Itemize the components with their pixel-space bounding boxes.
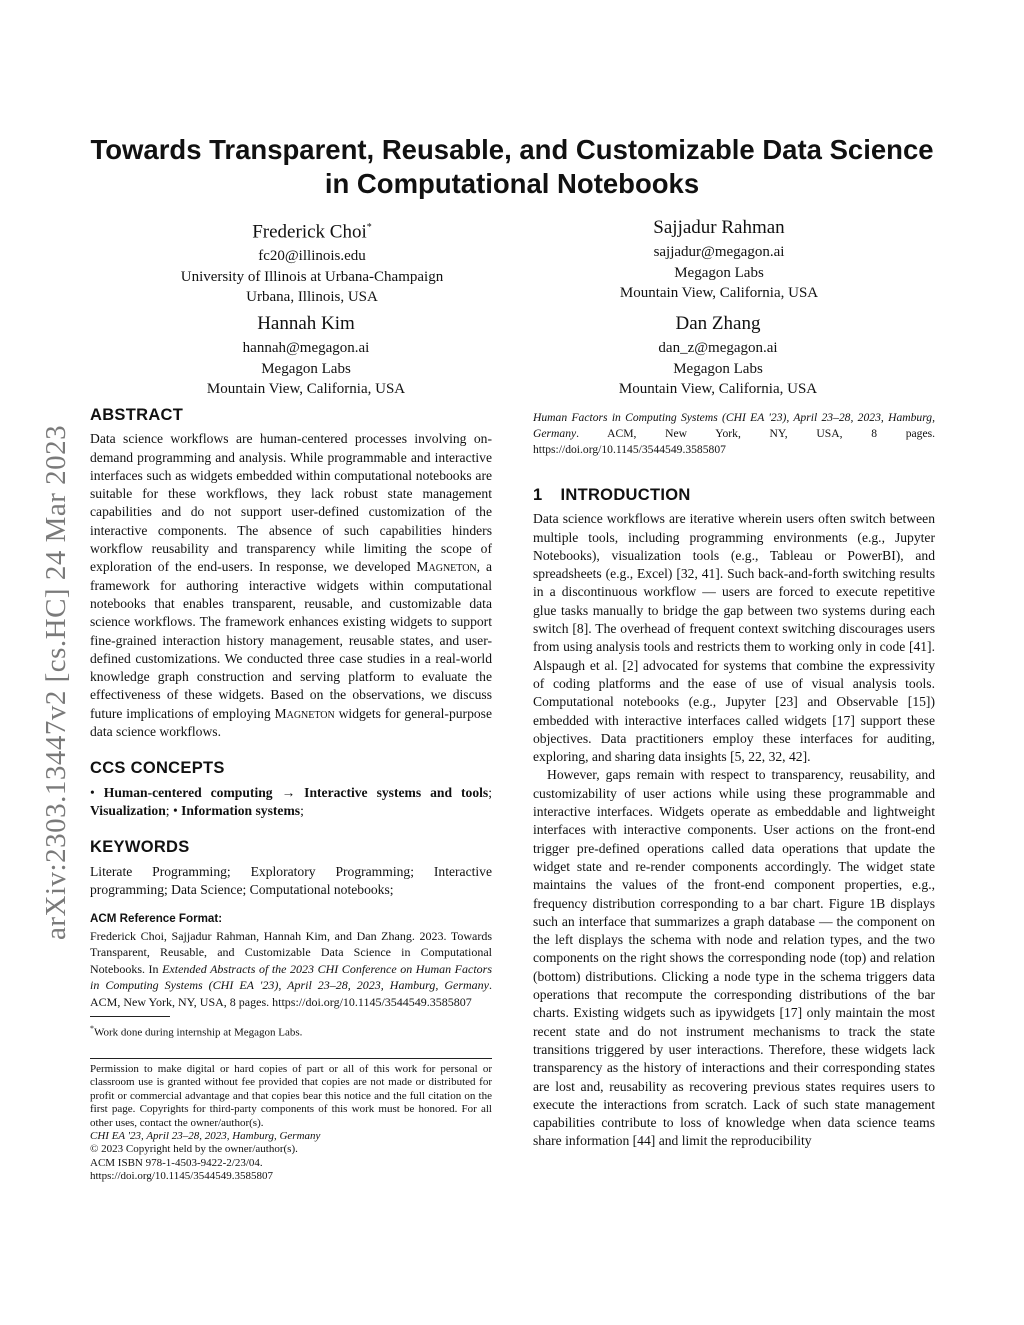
right-column [533,486,935,1151]
author-email: sajjadur@megagon.ai [653,244,785,260]
footnote-rule [90,1016,170,1017]
intro-paragraph-2: However, gaps remain with respect to transparency, reusability, and customizability of user actions while using these programmable and interactive interfaces. Widgets operate as embeddable and lightweight interfaces with interactive components. User actions on the front-end trigger pre-defined operations called data operations that update the widget state and re-render components accordingly. The widget state maintains the values of the front-end component properties, e.g., frequency distribution corresponding to a bar chart. Figure 1B displays such an interface that summarizes a graph database — the component on the left displays the schema with node and relation types, and the two components on the right shows the corresponding node (top) and relation (bottom) distributions. Clicking a node type in the schema triggers data operations that recompute the corresponding distributions of the bar charts. Existing widgets such as ipywidgets [17] only maintain the most recent state and do not instrument mechanisms to track the state transitions triggered by user interactions. Therefore, these widgets lack transparency as the history of interactions and their corresponding states are lost and, reusability as recovering previous states requires users to execute the interactions from scratch. Lack of such state management capabilities contribute to loss of knowledge when data science teams share information [44] and limit the reproducibility [533,767,935,1149]
keywords-text: Literate Programming; Exploratory Programming; Interactive programming; Data Science; Computational notebooks; [90,863,492,897]
author-email: dan_z@megagon.ai [658,340,778,356]
author-affiliation: Megagon Labs [674,264,764,281]
permission-text: Permission to make digital or hard copies of part or all of this work for personal or classroom use is granted without fee provided that copies are not made or distributed for profit or commercial advantage and that copies bear this notice and the full citation on the first page. Copyrights for third-party components of this work must be honored. For all other uses, contact the owner/author(s). [90,1063,492,1129]
title-line-2: in Computational Notebooks [324,168,700,199]
paper-title [70,133,954,201]
intro-heading: 1 INTRODUCTION [533,486,691,504]
system-name: Magneton [274,705,335,721]
author-block-4 [538,312,898,400]
permission-rule [90,1058,492,1059]
footnote: *Work done during internship at Megagon Labs. [90,1024,303,1039]
author-name: Sajjadur Rahman [653,217,785,238]
arxiv-identifier: arXiv:2303.13447v2 [cs.HC] 24 Mar 2023 [40,424,72,940]
author-affiliation: University of Illinois at Urbana-Champaign [180,268,444,285]
permission-block [90,1063,492,1184]
author-location: Urbana, Illinois, USA [246,289,378,306]
permission-venue: CHI EA '23, April 23–28, 2023, Hamburg, Germany [90,1130,321,1143]
author-name: Hannah Kim [257,313,355,334]
author-email: fc20@illinois.edu [258,248,366,265]
acm-reference [90,911,492,1010]
left-column [90,406,492,1010]
permission-isbn: ACM ISBN 978-1-4503-9422-2/23/04. [90,1156,263,1169]
acm-reference-heading: ACM Reference Format: [90,912,223,926]
author-block-3 [126,312,486,400]
abstract-text: Data science workflows are human-centered processes involving on-demand programming and analysis. While programmable and interactive interfaces such as widgets embedded within computational notebooks are suitable for these workflows, they lack robust state management capabilities and do not support user-defined customization of the interactive components. The absence of such capabilities hinders workflow reusability and transparency while limiting the scope of exploration of the end-users. In response, we developed Magneton, a framework for authoring interactive widgets within computational notebooks that enables transparent, reusable, and customizable data science workflows. The framework enhances existing widgets to support fine-grained interaction history management, reusable states, and user-defined customizations. We conducted three case studies in a real-world knowledge graph construction and serving platform to evaluate the effectiveness of these widgets. Based on the observations, we discuss future implications of employing Magneton widgets for general-purpose data science workflows. [90,431,492,740]
ccs-text: • Human-centered computing → Interactive systems and tools; Visualization; • Information systems; [90,784,492,818]
author-affiliation: Megagon Labs [673,360,763,377]
title-line-1: Towards Transparent, Reusable, and Customizable Data Science [90,134,934,165]
intro-paragraph-1: Data science workflows are iterative wherein users often switch between multiple tools, including programming environments (e.g., Jupyter Notebooks), visualization tools (e.g., Tableau or PowerBI), and spreadsheets (e.g., Excel) [32, 41]. Such back-and-forth switching results in a discontinuous workflow — users are forced to execute repetitive glue tasks manually to bridge the gap between two systems during each switch [8]. The overhead of frequent context switching discourages users from using analysis tools and restricts them to working only in code [41]. Alspaugh et al. [2] advocated for systems that combine the expressivity of coding platforms and the ease of use of visual analysis tools. Computational notebooks (e.g., Jupyter [23] and Observable [15]) embedded with interactive interfaces called widgets [17] support these objectives. Data practitioners employ these interfaces for auditing, exploring, and sharing data insights [5, 22, 32, 42]. [533,511,935,765]
author-affiliation: Megagon Labs [261,360,351,377]
acm-reference-text: Frederick Choi, Sajjadur Rahman, Hannah Kim, and Dan Zhang. 2023. Towards Transparent, Reusable, and Customizable Data Science in Computational Notebooks. In Extended Abstracts of the 2023 CHI Conference on Human Factors in Computing Systems (CHI EA '23), April 23–28, 2023, Hamburg, Germany. ACM, New York, NY, USA, 8 pages. https://doi.org/10.1145/3544549.3585807 [90,928,492,1009]
permission-doi: https://doi.org/10.1145/3544549.3585807 [90,1170,274,1183]
author-location: Mountain View, California, USA [619,285,819,301]
permission-copyright: © 2023 Copyright held by the owner/author(s). [90,1143,298,1156]
author-email: hannah@megagon.ai [242,340,370,356]
abstract-heading: ABSTRACT [90,406,184,424]
author-name: Frederick Choi* [252,221,372,243]
keywords-heading: KEYWORDS [90,838,190,857]
ccs-heading: CCS CONCEPTS [90,759,225,778]
author-name: Dan Zhang [675,313,761,334]
system-name: Magneton [416,559,477,575]
author-block-2 [539,216,899,304]
author-location: Mountain View, California, USA [618,381,818,397]
author-location: Mountain View, California, USA [206,381,406,397]
acm-reference-continued: Human Factors in Computing Systems (CHI EA '23), April 23–28, 2023, Hamburg, Germany. ACM, New York, NY, USA, 8 pages. https://doi.org/10.1145/3544549.3585807 [533,411,935,456]
author-block-1 [132,216,492,308]
